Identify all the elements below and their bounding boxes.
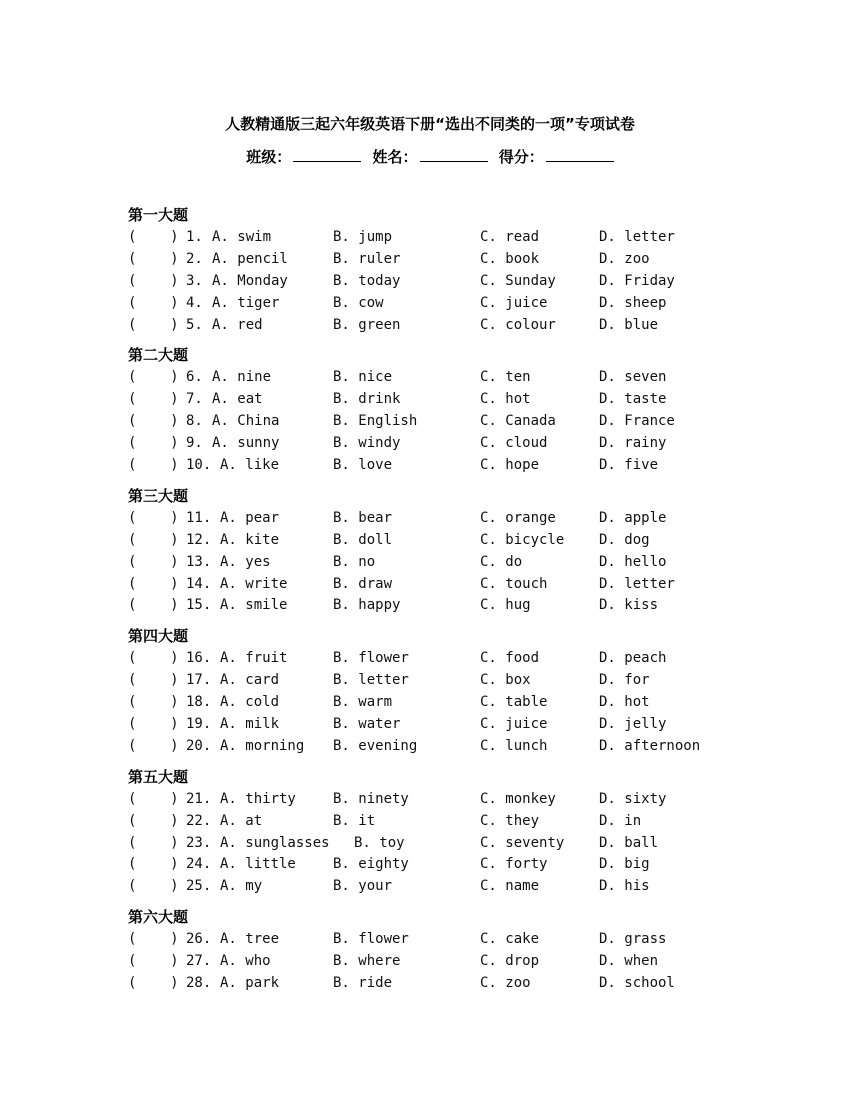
option-a: A. at bbox=[220, 812, 263, 829]
option-a: A. tiger bbox=[212, 294, 280, 311]
question-row bbox=[128, 271, 768, 293]
option-d: D. letter bbox=[599, 575, 675, 592]
section-title: 第四大题 bbox=[128, 627, 189, 646]
section-title: 第五大题 bbox=[128, 767, 189, 786]
option-d: D. ball bbox=[599, 834, 659, 851]
name-blank[interactable] bbox=[420, 148, 488, 162]
question-number: 17. bbox=[186, 672, 212, 689]
option-b: B. evening bbox=[333, 737, 418, 754]
option-b: B. flower bbox=[333, 931, 409, 948]
answer-bracket[interactable]: ( ) bbox=[128, 509, 179, 526]
question-number: 11. bbox=[186, 509, 212, 526]
option-b: B. warm bbox=[333, 694, 393, 711]
question-row bbox=[128, 692, 768, 714]
question-number: 21. bbox=[186, 790, 212, 807]
option-a: A. yes bbox=[220, 553, 271, 570]
option-d: D. rainy bbox=[599, 435, 667, 452]
class-field bbox=[246, 148, 361, 166]
answer-bracket[interactable]: ( ) bbox=[128, 975, 179, 992]
option-d: D. letter bbox=[599, 229, 675, 245]
option-d: D. when bbox=[599, 953, 659, 970]
question-section bbox=[128, 905, 768, 995]
question-number: 14. bbox=[186, 575, 212, 592]
question-number: 23. bbox=[186, 834, 212, 851]
option-a: A. cold bbox=[220, 694, 280, 711]
question-row bbox=[128, 411, 768, 433]
option-c: C. book bbox=[480, 250, 540, 267]
option-a: A. smile bbox=[220, 597, 288, 614]
option-c: C. juice bbox=[480, 294, 548, 311]
answer-bracket[interactable]: ( ) bbox=[128, 435, 179, 452]
option-c: C. colour bbox=[480, 316, 556, 333]
option-d: D. grass bbox=[599, 931, 667, 948]
option-b: B. English bbox=[333, 413, 418, 430]
option-a: A. my bbox=[220, 878, 263, 895]
question-row bbox=[128, 648, 768, 670]
answer-bracket[interactable]: ( ) bbox=[128, 878, 179, 895]
option-c: C. they bbox=[480, 812, 540, 829]
option-d: D. Friday bbox=[599, 272, 675, 289]
question-number: 24. bbox=[186, 856, 212, 873]
option-a: A. like bbox=[220, 457, 280, 474]
option-c: C. read bbox=[480, 229, 540, 245]
question-row bbox=[128, 811, 768, 833]
question-section bbox=[128, 624, 768, 757]
answer-bracket[interactable]: ( ) bbox=[128, 316, 179, 333]
option-a: A. tree bbox=[220, 931, 280, 948]
answer-bracket[interactable]: ( ) bbox=[128, 457, 179, 474]
option-d: D. sheep bbox=[599, 294, 667, 311]
option-c: C. orange bbox=[480, 509, 556, 526]
option-d: D. seven bbox=[599, 369, 667, 386]
answer-bracket[interactable]: ( ) bbox=[128, 597, 179, 614]
answer-bracket[interactable]: ( ) bbox=[128, 931, 179, 948]
question-row bbox=[128, 929, 768, 951]
question-row bbox=[128, 455, 768, 477]
question-row bbox=[128, 833, 768, 855]
question-number: 19. bbox=[186, 716, 212, 733]
question-section bbox=[128, 484, 768, 617]
question-number: 25. bbox=[186, 878, 212, 895]
answer-bracket[interactable]: ( ) bbox=[128, 369, 179, 386]
option-d: D. sixty bbox=[599, 790, 667, 807]
option-b: B. today bbox=[333, 272, 401, 289]
answer-bracket[interactable]: ( ) bbox=[128, 790, 179, 807]
answer-bracket[interactable]: ( ) bbox=[128, 672, 179, 689]
question-row bbox=[128, 530, 768, 552]
answer-bracket[interactable]: ( ) bbox=[128, 812, 179, 829]
question-number: 22. bbox=[186, 812, 212, 829]
option-a: A. pencil bbox=[212, 250, 288, 267]
option-d: D. afternoon bbox=[599, 737, 701, 754]
option-b: B. green bbox=[333, 316, 401, 333]
question-number: 18. bbox=[186, 694, 212, 711]
option-d: D. school bbox=[599, 975, 675, 992]
option-c: C. lunch bbox=[480, 737, 548, 754]
option-a: A. sunny bbox=[212, 435, 280, 452]
option-b: B. cow bbox=[333, 294, 384, 311]
option-c: C. Canada bbox=[480, 413, 556, 430]
question-number: 12. bbox=[186, 531, 212, 548]
option-a: A. Monday bbox=[212, 272, 288, 289]
question-row bbox=[128, 552, 768, 574]
option-a: A. morning bbox=[220, 737, 305, 754]
option-d: D. five bbox=[599, 457, 659, 474]
option-c: C. drop bbox=[480, 953, 540, 970]
option-b: B. ride bbox=[333, 975, 393, 992]
option-a: A. milk bbox=[220, 716, 280, 733]
option-b: B. your bbox=[333, 878, 393, 895]
option-c: C. juice bbox=[480, 716, 548, 733]
answer-bracket[interactable]: ( ) bbox=[128, 272, 179, 289]
option-b: B. it bbox=[333, 812, 376, 829]
option-c: C. Sunday bbox=[480, 272, 556, 289]
answer-bracket[interactable]: ( ) bbox=[128, 531, 179, 548]
question-number: 16. bbox=[186, 650, 212, 667]
option-b: B. windy bbox=[333, 435, 401, 452]
answer-bracket[interactable]: ( ) bbox=[128, 250, 179, 267]
section-title: 第三大题 bbox=[128, 486, 189, 505]
option-b: B. ninety bbox=[333, 790, 409, 807]
question-number: 4. bbox=[186, 294, 203, 311]
answer-bracket[interactable]: ( ) bbox=[128, 575, 179, 592]
question-number: 8. bbox=[186, 413, 203, 430]
question-row bbox=[128, 293, 768, 315]
option-c: C. seventy bbox=[480, 834, 565, 851]
option-b: B. ruler bbox=[333, 250, 401, 267]
option-a: A. nine bbox=[212, 369, 272, 386]
option-b: B. draw bbox=[333, 575, 393, 592]
option-a: A. little bbox=[220, 856, 296, 873]
option-b: B. doll bbox=[333, 531, 393, 548]
question-number: 7. bbox=[186, 391, 203, 408]
option-c: C. touch bbox=[480, 575, 548, 592]
question-number: 3. bbox=[186, 272, 203, 289]
option-d: D. peach bbox=[599, 650, 667, 667]
student-info-fields bbox=[0, 146, 860, 167]
option-a: A. sunglasses bbox=[220, 834, 330, 851]
option-c: C. ten bbox=[480, 369, 531, 386]
option-a: A. park bbox=[220, 975, 280, 992]
question-section bbox=[128, 343, 768, 476]
answer-bracket[interactable]: ( ) bbox=[128, 391, 179, 408]
option-b: B. happy bbox=[333, 597, 401, 614]
question-number: 10. bbox=[186, 457, 212, 474]
answer-bracket[interactable]: ( ) bbox=[128, 737, 179, 754]
question-number: 28. bbox=[186, 975, 212, 992]
question-row bbox=[128, 508, 768, 530]
option-b: B. nice bbox=[333, 369, 393, 386]
option-a: A. thirty bbox=[220, 790, 296, 807]
question-number: 13. bbox=[186, 553, 212, 570]
question-row bbox=[128, 315, 768, 337]
option-c: C. forty bbox=[480, 856, 548, 873]
option-c: C. hope bbox=[480, 457, 540, 474]
question-row bbox=[128, 951, 768, 973]
name-label: 姓名： bbox=[372, 148, 418, 166]
option-d: D. jelly bbox=[599, 716, 667, 733]
option-c: C. box bbox=[480, 672, 531, 689]
option-d: D. taste bbox=[599, 391, 667, 408]
question-section bbox=[128, 765, 768, 898]
answer-bracket[interactable]: ( ) bbox=[128, 953, 179, 970]
option-b: B. where bbox=[333, 953, 401, 970]
option-d: D. France bbox=[599, 413, 675, 430]
option-c: C. do bbox=[480, 553, 523, 570]
option-d: D. his bbox=[599, 878, 650, 895]
option-d: D. apple bbox=[599, 509, 667, 526]
section-title: 第二大题 bbox=[128, 346, 189, 365]
option-a: A. swim bbox=[212, 229, 272, 245]
option-c: C. hug bbox=[480, 597, 531, 614]
option-c: C. cake bbox=[480, 931, 540, 948]
question-number: 15. bbox=[186, 597, 212, 614]
option-c: C. table bbox=[480, 694, 548, 711]
question-row bbox=[128, 854, 768, 876]
option-c: C. monkey bbox=[480, 790, 556, 807]
name-field bbox=[372, 148, 487, 166]
option-b: B. letter bbox=[333, 672, 409, 689]
option-a: A. kite bbox=[220, 531, 280, 548]
option-d: D. hot bbox=[599, 694, 650, 711]
option-b: B. bear bbox=[333, 509, 393, 526]
question-row bbox=[128, 249, 768, 271]
question-number: 6. bbox=[186, 369, 203, 386]
class-label: 班级： bbox=[246, 148, 292, 166]
question-number: 27. bbox=[186, 953, 212, 970]
option-c: C. bicycle bbox=[480, 531, 565, 548]
question-number: 1. bbox=[186, 229, 203, 245]
option-d: D. blue bbox=[599, 316, 659, 333]
question-number: 26. bbox=[186, 931, 212, 948]
option-d: D. kiss bbox=[599, 597, 659, 614]
question-row bbox=[128, 973, 768, 995]
option-b: B. flower bbox=[333, 650, 409, 667]
option-c: C. name bbox=[480, 878, 540, 895]
option-a: A. card bbox=[220, 672, 280, 689]
option-b: B. love bbox=[333, 457, 393, 474]
answer-bracket[interactable]: ( ) bbox=[128, 694, 179, 711]
option-a: A. red bbox=[212, 316, 263, 333]
option-c: C. hot bbox=[480, 391, 531, 408]
option-d: D. hello bbox=[599, 553, 667, 570]
class-blank[interactable] bbox=[293, 148, 361, 162]
option-d: D. dog bbox=[599, 531, 650, 548]
option-a: A. eat bbox=[212, 391, 263, 408]
question-number: 2. bbox=[186, 250, 203, 267]
question-number: 9. bbox=[186, 435, 203, 452]
option-b: B. toy bbox=[354, 834, 405, 851]
question-row bbox=[128, 670, 768, 692]
option-a: A. who bbox=[220, 953, 271, 970]
question-row bbox=[128, 367, 768, 389]
answer-bracket[interactable]: ( ) bbox=[128, 413, 179, 430]
option-c: C. cloud bbox=[480, 435, 548, 452]
question-section bbox=[128, 203, 768, 336]
answer-bracket[interactable]: ( ) bbox=[128, 834, 179, 851]
question-row bbox=[128, 714, 768, 736]
score-blank[interactable] bbox=[546, 148, 614, 162]
question-number: 20. bbox=[186, 737, 212, 754]
option-a: A. China bbox=[212, 413, 280, 430]
option-d: D. zoo bbox=[599, 250, 650, 267]
question-row bbox=[128, 736, 768, 758]
question-sections bbox=[128, 203, 768, 1002]
question-row bbox=[128, 574, 768, 596]
answer-bracket[interactable]: ( ) bbox=[128, 229, 179, 245]
question-row bbox=[128, 876, 768, 898]
option-c: C. food bbox=[480, 650, 540, 667]
option-a: A. pear bbox=[220, 509, 280, 526]
answer-bracket[interactable]: ( ) bbox=[128, 856, 179, 873]
option-b: B. jump bbox=[333, 229, 393, 245]
question-number: 5. bbox=[186, 316, 203, 333]
question-row bbox=[128, 433, 768, 455]
answer-bracket[interactable]: ( ) bbox=[128, 294, 179, 311]
option-b: B. water bbox=[333, 716, 401, 733]
question-row bbox=[128, 227, 768, 249]
option-b: B. eighty bbox=[333, 856, 409, 873]
option-d: D. for bbox=[599, 672, 650, 689]
page-title: 人教精通版三起六年级英语下册“选出不同类的一项”专项试卷 bbox=[225, 115, 635, 133]
option-d: D. in bbox=[599, 812, 642, 829]
option-a: A. fruit bbox=[220, 650, 288, 667]
option-b: B. drink bbox=[333, 391, 401, 408]
option-a: A. write bbox=[220, 575, 288, 592]
question-row bbox=[128, 595, 768, 617]
option-b: B. no bbox=[333, 553, 376, 570]
score-label: 得分： bbox=[498, 148, 544, 166]
score-field bbox=[499, 148, 614, 166]
question-row bbox=[128, 789, 768, 811]
option-d: D. big bbox=[599, 856, 650, 873]
question-row bbox=[128, 389, 768, 411]
section-title: 第六大题 bbox=[128, 908, 189, 927]
option-c: C. zoo bbox=[480, 975, 531, 992]
answer-bracket[interactable]: ( ) bbox=[128, 716, 179, 733]
answer-bracket[interactable]: ( ) bbox=[128, 553, 179, 570]
answer-bracket[interactable]: ( ) bbox=[128, 650, 179, 667]
section-title: 第一大题 bbox=[128, 206, 189, 224]
